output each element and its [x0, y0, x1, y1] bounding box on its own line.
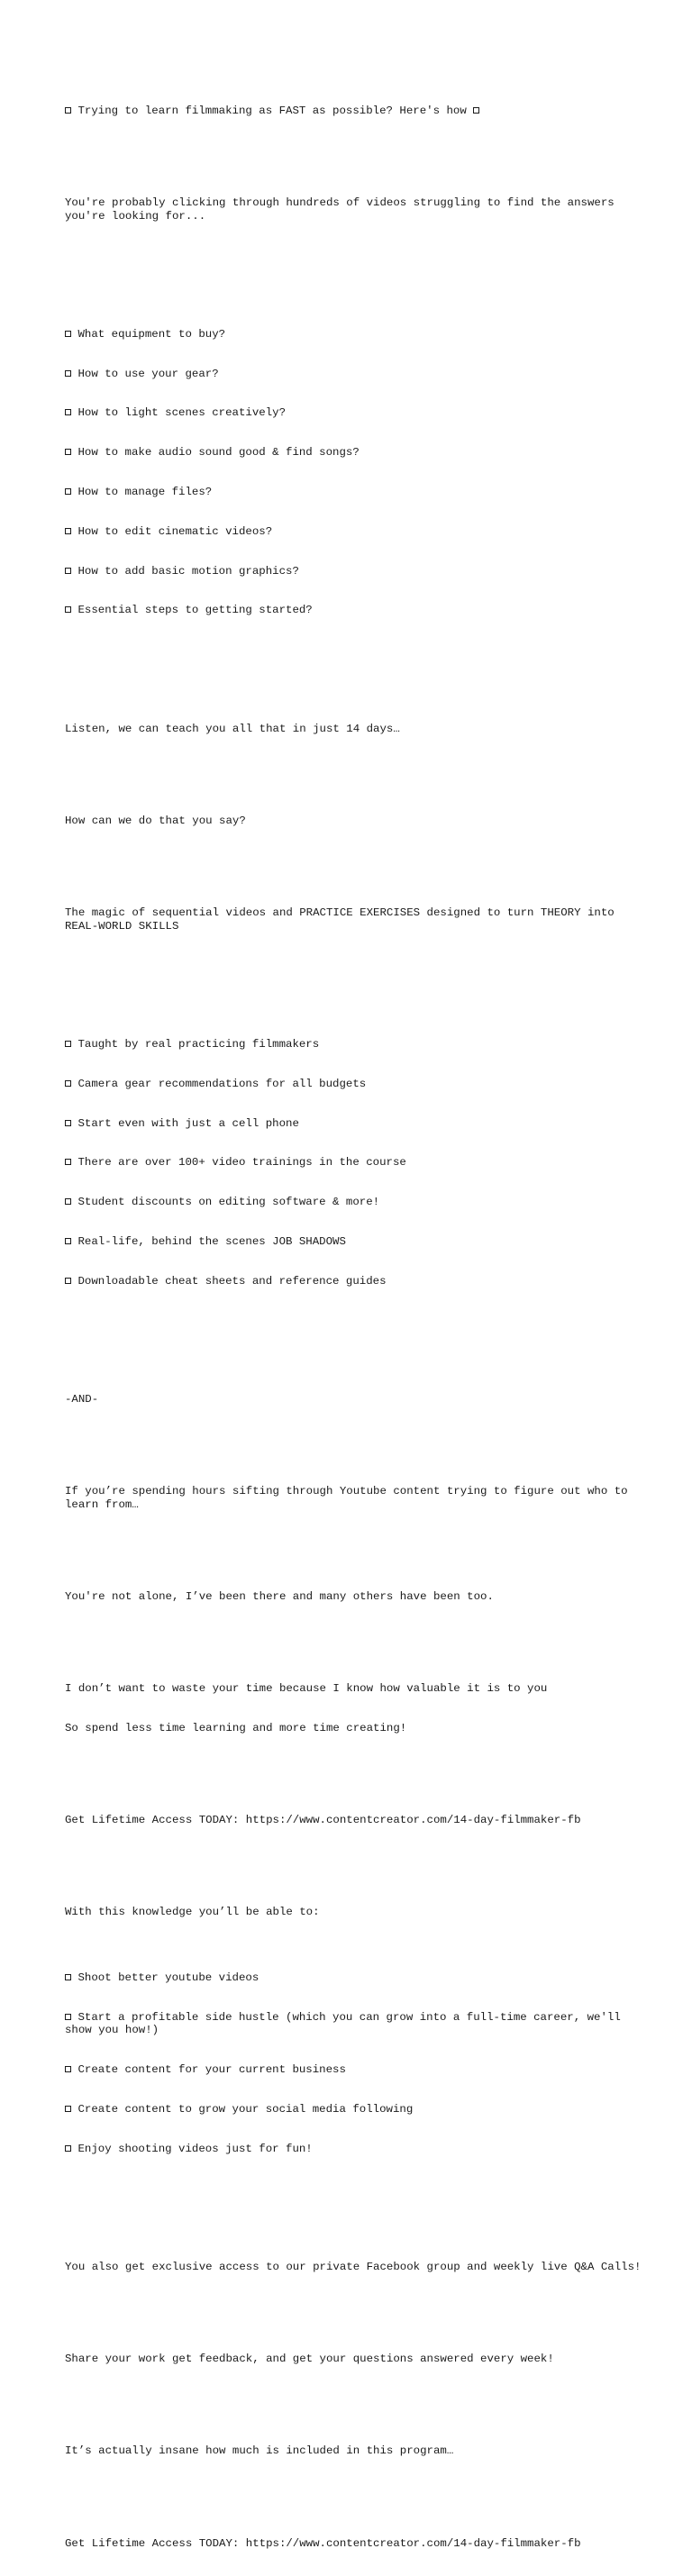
list-item: Create content for your current business	[65, 2063, 642, 2077]
list-item: How to light scenes creatively?	[65, 406, 642, 420]
list-item: How to manage files?	[65, 486, 642, 499]
waste-line-2: So spend less time learning and more time creating!	[65, 1721, 407, 1734]
list-item: How to use your gear?	[65, 368, 642, 381]
box-bullet-icon	[65, 2145, 71, 2152]
abilities-list	[65, 1945, 642, 2182]
and-separator: -AND-	[65, 1392, 99, 1406]
list-item: Enjoy shooting videos just for fun!	[65, 2143, 642, 2156]
questions-list	[65, 302, 642, 643]
cta-access-link-1: Get Lifetime Access TODAY: https://www.contentcreator.com/14-day-filmmaker-fb	[65, 1813, 581, 1826]
box-bullet-icon	[65, 568, 71, 574]
list-item: How to make audio sound good & find songs?	[65, 446, 642, 460]
features-list	[65, 1012, 642, 1315]
box-bullet-icon	[65, 1198, 71, 1205]
box-bullet-icon	[65, 528, 71, 534]
list-item: Student discounts on editing software & more!	[65, 1196, 642, 1209]
box-bullet-icon	[65, 1278, 71, 1284]
spending-paragraph: If you’re spending hours sifting through Youtube content trying to figure out who to learn from…	[65, 1485, 635, 1511]
list-item: How to add basic motion graphics?	[65, 565, 642, 578]
waste-line-1: I don’t want to waste your time because I know how valuable it is to you	[65, 1682, 548, 1696]
how-paragraph: How can we do that you say?	[65, 814, 246, 827]
box-bullet-icon	[473, 107, 479, 114]
box-bullet-icon	[65, 1238, 71, 1244]
box-bullet-icon	[65, 107, 71, 114]
magic-paragraph: The magic of sequential videos and PRACTICE EXERCISES designed to turn THEORY into REAL-WORLD SKILLS	[65, 906, 622, 933]
list-item: Start a profitable side hustle (which you can grow into a full-time career, we'll show you how!)	[65, 2010, 628, 2037]
box-bullet-icon	[65, 331, 71, 337]
list-item: Camera gear recommendations for all budgets	[65, 1078, 642, 1091]
list-item: Taught by real practicing filmmakers	[65, 1038, 642, 1051]
box-bullet-icon	[65, 370, 71, 377]
not-alone-paragraph: You're not alone, I’ve been there and many others have been too.	[65, 1589, 494, 1603]
list-item: Downloadable cheat sheets and reference guides	[65, 1275, 642, 1288]
exclusive-paragraph: You also get exclusive access to our private Facebook group and weekly live Q&A Calls!	[65, 2261, 642, 2274]
list-item: Essential steps to getting started?	[65, 604, 642, 617]
box-bullet-icon	[65, 1159, 71, 1165]
box-bullet-icon	[65, 1974, 71, 1980]
list-item: Create content to grow your social media following	[65, 2103, 642, 2116]
intro-paragraph: You're probably clicking through hundreds of videos struggling to find the answers you're looking for...	[65, 196, 622, 223]
knowledge-intro: With this knowledge you’ll be able to:	[65, 1906, 320, 1919]
list-item: Shoot better youtube videos	[65, 1971, 642, 1985]
box-bullet-icon	[65, 449, 71, 455]
list-item: How to edit cinematic videos?	[65, 525, 642, 539]
headline-line	[65, 105, 642, 118]
listen-paragraph: Listen, we can teach you all that in just 14 days…	[65, 722, 400, 735]
list-item: There are over 100+ video trainings in the course	[65, 1156, 642, 1170]
box-bullet-icon	[65, 1080, 71, 1087]
box-bullet-icon	[65, 1120, 71, 1126]
list-item: What equipment to buy?	[65, 328, 642, 341]
box-bullet-icon	[65, 606, 71, 613]
document-body	[65, 65, 642, 2576]
list-item: Real-life, behind the scenes JOB SHADOWS	[65, 1235, 642, 1249]
box-bullet-icon	[65, 1041, 71, 1047]
box-bullet-icon	[65, 2106, 71, 2112]
cta-access-link-2: Get Lifetime Access TODAY: https://www.contentcreator.com/14-day-filmmaker-fb	[65, 2536, 581, 2550]
box-bullet-icon	[65, 488, 71, 495]
headline: Trying to learn filmmaking as FAST as possible? Here's how	[77, 104, 467, 117]
box-bullet-icon	[65, 2066, 71, 2072]
share-paragraph: Share your work get feedback, and get your questions answered every week!	[65, 2353, 554, 2366]
box-bullet-icon	[65, 409, 71, 415]
insane-paragraph: It’s actually insane how much is included in this program…	[65, 2444, 454, 2458]
box-bullet-icon	[65, 2014, 71, 2020]
list-item: Start even with just a cell phone	[65, 1117, 642, 1131]
